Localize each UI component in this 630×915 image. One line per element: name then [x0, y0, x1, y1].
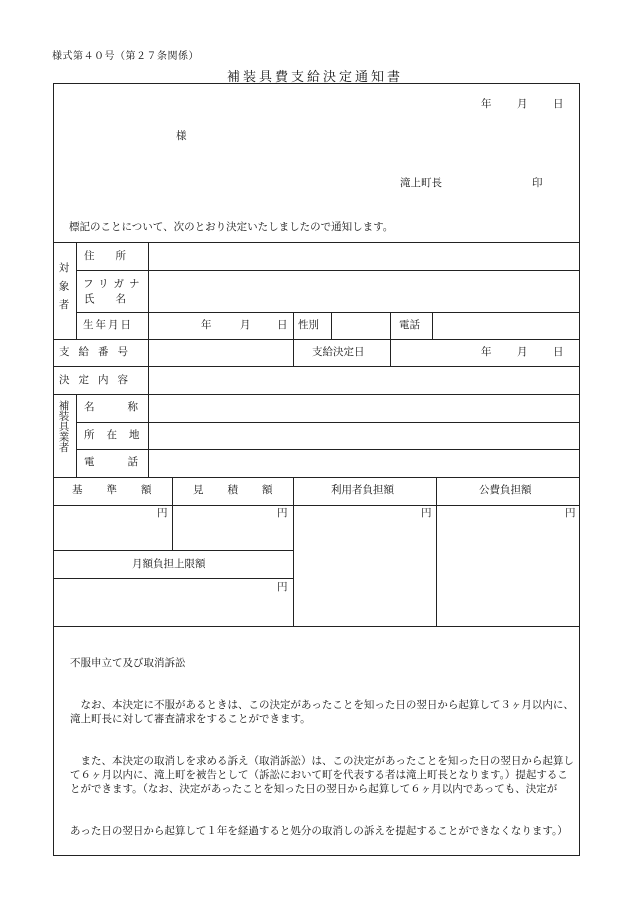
name-label: 氏 名 — [84, 293, 126, 305]
payment-date-label: 支給決定日 — [312, 346, 365, 358]
payment-date-day: 日 — [553, 346, 564, 358]
rule-after-amount-headers — [53, 505, 580, 506]
rule-after-vendor-name — [76, 422, 580, 423]
user-public-divider — [436, 477, 437, 626]
notice-heading: 不服申立て及び取消訴訟 — [70, 657, 186, 669]
address-label: 住 所 — [84, 250, 126, 262]
dob-year-label: 年 — [201, 319, 212, 331]
furigana-label — [83, 278, 145, 290]
seal-mark: 印 — [532, 177, 543, 189]
document-title: 補装具費支給決定通知書 — [226, 70, 403, 85]
phone-label: 電話 — [399, 319, 420, 331]
sex-value-divider — [331, 312, 332, 339]
phone-value-divider — [432, 312, 433, 339]
payment-date-month: 月 — [517, 346, 528, 358]
estimate-amount-yen: 円 — [277, 507, 288, 519]
payment-date-year: 年 — [481, 346, 492, 358]
date-year-label: 年 — [481, 98, 492, 110]
payment-number-label: 支給番号 — [59, 346, 137, 358]
rule-after-cap-label — [53, 578, 293, 579]
dob-label: 生年月日 — [83, 319, 133, 331]
decision-content-label: 決定内容 — [59, 374, 137, 386]
intro-sentence: 標記のことについて、次のとおり決定いたしましたので通知します。 — [69, 221, 394, 233]
monthly-cap-label: 月額負担上限額 — [132, 558, 206, 570]
user-burden-yen: 円 — [421, 507, 432, 519]
subject-group-label: 対象者 — [57, 262, 70, 318]
notice-paragraph-lawsuit-end: あった日の翌日から起算して１年を経過すると処分の取消しの訴えを提起することができなくなります。） — [70, 825, 568, 837]
rule-after-base-amounts — [53, 550, 293, 551]
public-burden-yen: 円 — [565, 507, 576, 519]
furigana-label-text: フリガナ — [83, 278, 145, 290]
estimate-amount-header: 見積額 — [193, 484, 297, 496]
vendor-group-divider — [76, 394, 77, 477]
recipient-honorific: 様 — [176, 130, 187, 142]
sex-date-divider — [293, 312, 294, 366]
label-column-divider — [148, 242, 149, 477]
rule-after-intro — [53, 242, 580, 243]
base-amount-header: 基準額 — [72, 484, 176, 496]
issuer-name: 滝上町長 — [400, 177, 442, 189]
sex-label: 性別 — [298, 319, 319, 331]
rule-after-vendor-phone — [53, 477, 580, 478]
vendor-phone-label: 電話 — [84, 456, 171, 468]
base-amount-yen: 円 — [157, 507, 168, 519]
rule-after-dob — [53, 339, 580, 340]
vendor-group-label: 補装具業者 — [57, 400, 70, 453]
subject-group-divider — [76, 242, 77, 339]
user-burden-header: 利用者負担額 — [331, 484, 394, 496]
notice-paragraph-lawsuit: また、本決定の取消しを求める訴え（取消訴訟）は、この決定があったことを知った日の翌日から起算して６ヶ月以内に、滝上町を被告として（訴訟において町を代表する者は滝上町長となります。）提起することができます。（なお、決定があったことを知った日の翌日から起算して６ヶ月以内であっても、決定が — [70, 755, 574, 795]
estimate-user-divider — [293, 477, 294, 626]
dob-day-label: 日 — [277, 319, 288, 331]
rule-after-content — [53, 394, 580, 395]
date-day-label: 日 — [553, 98, 564, 110]
appeal-notice — [70, 628, 577, 852]
vendor-location-label: 所在地 — [84, 429, 152, 441]
form-number: 様式第４０号（第２７条関係） — [52, 51, 199, 62]
monthly-cap-yen: 円 — [277, 581, 288, 593]
vendor-name-label: 名称 — [84, 401, 171, 413]
phone-date-value-divider — [390, 312, 391, 366]
rule-after-name — [76, 312, 580, 313]
rule-after-vendor-location — [76, 449, 580, 450]
rule-after-address — [76, 270, 580, 271]
public-burden-header: 公費負担額 — [479, 484, 532, 496]
rule-after-payment-number — [53, 366, 580, 367]
rule-after-amounts — [53, 626, 580, 627]
date-month-label: 月 — [517, 98, 528, 110]
notice-paragraph-review: なお、本決定に不服があるときは、この決定があったことを知った日の翌日から起算して３ヶ月以内に、滝上町長に対して審査請求をすることができます。 — [70, 699, 574, 725]
dob-month-label: 月 — [240, 319, 251, 331]
